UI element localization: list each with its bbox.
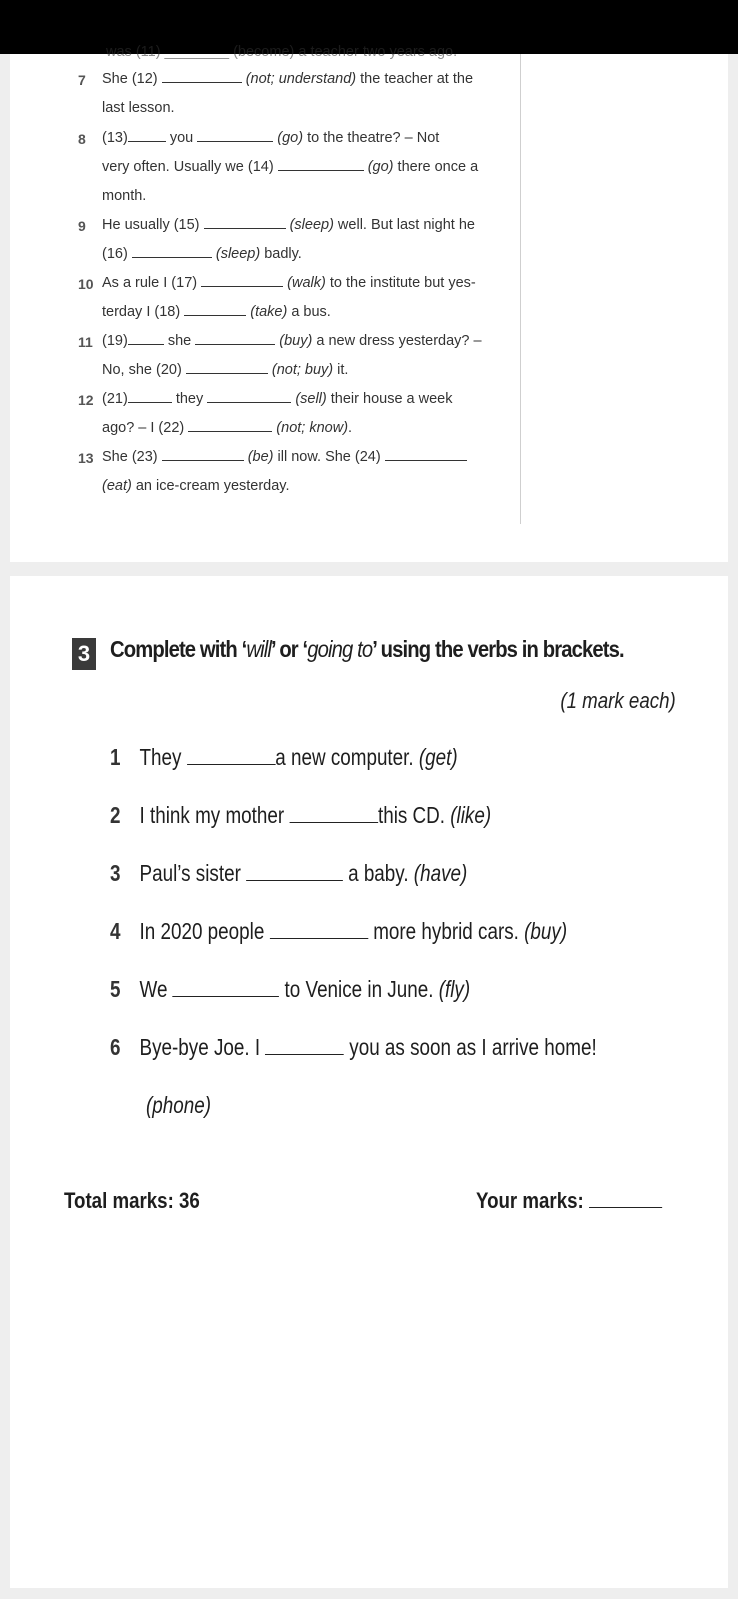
clipped-top-line: was (11) ________ (become) a teacher two years ago. (106, 44, 458, 60)
item-line: (21) they (sell) their house a week (102, 391, 453, 407)
item-number: 9 (78, 218, 86, 234)
section-number-badge: 3 (72, 638, 96, 670)
worksheet-page-section-3 (10, 576, 728, 1588)
item-line: She (12) (not; understand) the teacher at the (102, 71, 474, 87)
exercise-item: 2 I think my mother this CD. (like) (110, 802, 492, 828)
worksheet-page-section-2 (10, 44, 728, 562)
item-number: 13 (78, 450, 94, 466)
item-number: 8 (78, 131, 86, 147)
item-line: As a rule I (17) (walk) to the institute but yes- (102, 275, 476, 291)
item-number: 7 (78, 72, 86, 88)
item-line: ago? – I (22) (not; know). (102, 420, 353, 436)
item-number: 11 (78, 334, 93, 350)
item-line: (19) she (buy) a new dress yesterday? – (102, 333, 482, 349)
column-rule (520, 54, 521, 524)
item-line: month. (102, 188, 147, 204)
item-line: He usually (15) (sleep) well. But last night he (102, 217, 475, 233)
exercise-verb-continued: (phone) (146, 1092, 212, 1118)
your-marks: Your marks: (476, 1188, 662, 1214)
exercise-item: 6 Bye-bye Joe. I you as soon as I arrive home! (110, 1034, 597, 1060)
item-number: 12 (78, 392, 94, 408)
exercise-item: 3 Paul’s sister a baby. (have) (110, 860, 468, 886)
item-line: very often. Usually we (14) (go) there once a (102, 159, 479, 175)
item-line: (13) you (go) to the theatre? – Not (102, 130, 440, 146)
item-line: terday I (18) (take) a bus. (102, 304, 331, 320)
item-line: (eat) an ice-cream yesterday. (102, 478, 290, 494)
item-line: last lesson. (102, 100, 175, 116)
item-number: 10 (78, 276, 94, 292)
exercise-item: 1 They a new computer. (get) (110, 744, 458, 770)
marks-note: (1 mark each) (560, 688, 676, 713)
exercise-item: 5 We to Venice in June. (fly) (110, 976, 471, 1002)
exercise-item: 4 In 2020 people more hybrid cars. (buy) (110, 918, 568, 944)
item-line: No, she (20) (not; buy) it. (102, 362, 349, 378)
item-line: She (23) (be) ill now. She (24) (102, 449, 467, 465)
total-marks: Total marks: 36 (64, 1188, 200, 1213)
section-heading: Complete with ‘will’ or ‘going to’ using the verbs in brackets. (110, 636, 624, 662)
item-line: (16) (sleep) badly. (102, 246, 302, 262)
